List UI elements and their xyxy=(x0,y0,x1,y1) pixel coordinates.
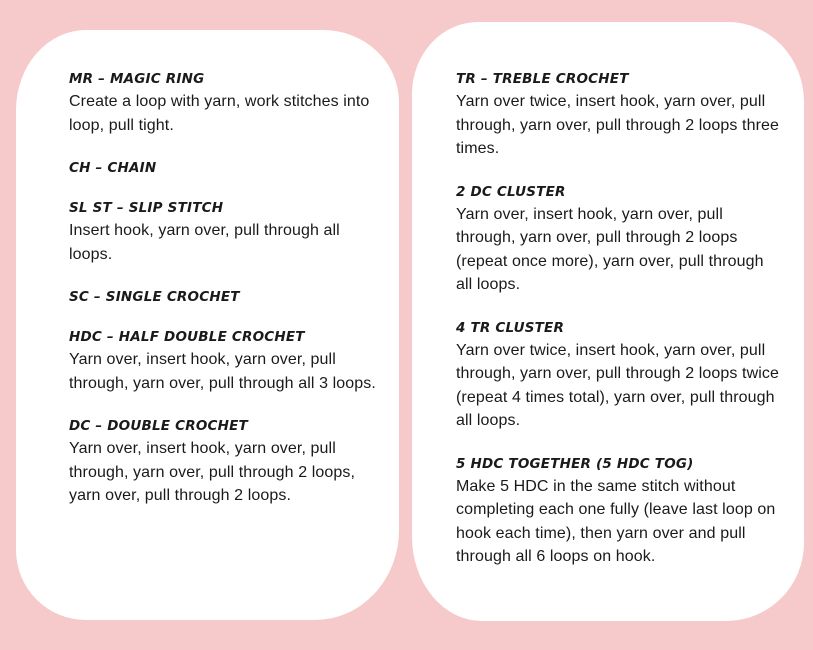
term-heading: 5 HDC TOGETHER (5 HDC TOG) xyxy=(456,455,694,472)
glossary-entry-tr xyxy=(456,70,784,161)
glossary-entry-4tr-cluster xyxy=(456,319,784,433)
term-description: Yarn over twice, insert hook, yarn over, pull through, yarn over, pull through 2 loops twice (repeat 4 times total), yarn over, pull through all loops. xyxy=(456,341,780,429)
glossary-entry-dc xyxy=(69,417,379,508)
glossary-entry-mr xyxy=(69,70,379,137)
glossary-entry-ch xyxy=(69,159,379,177)
glossary-entry-hdc xyxy=(69,328,379,395)
term-heading: DC – DOUBLE CROCHET xyxy=(69,418,248,434)
term-heading: 2 DC CLUSTER xyxy=(456,183,566,200)
term-heading: MR – MAGIC RING xyxy=(69,71,205,87)
term-description: Yarn over, insert hook, yarn over, pull through, yarn over, pull through 2 loops (repeat once more), yarn over, pull through all loops. xyxy=(456,205,764,293)
term-description: Yarn over, insert hook, yarn over, pull through, yarn over, pull through 2 loops, yarn over, pull through 2 loops. xyxy=(69,440,356,504)
term-description: Yarn over, insert hook, yarn over, pull through, yarn over, pull through all 3 loops. xyxy=(69,351,376,392)
glossary-entry-sc xyxy=(69,288,379,306)
right-card xyxy=(412,22,804,621)
term-heading: 4 TR CLUSTER xyxy=(456,319,565,336)
term-heading: TR – TREBLE CROCHET xyxy=(456,71,629,87)
term-heading: HDC – HALF DOUBLE CROCHET xyxy=(69,329,305,345)
term-description: Insert hook, yarn over, pull through all loops. xyxy=(69,222,340,263)
term-heading: SL ST – SLIP STITCH xyxy=(69,200,224,216)
term-heading: SC – SINGLE CROCHET xyxy=(69,289,240,305)
glossary-entry-5hdc-tog xyxy=(456,455,784,569)
term-heading: CH – CHAIN xyxy=(69,160,157,176)
glossary-entry-sl-st xyxy=(69,199,379,266)
left-card xyxy=(16,30,399,620)
term-description: Create a loop with yarn, work stitches into loop, pull tight. xyxy=(69,93,370,134)
glossary-entry-2dc-cluster xyxy=(456,183,784,297)
term-description: Make 5 HDC in the same stitch without completing each one fully (leave last loop on hook each time), then yarn over and pull through all 6 loops on hook. xyxy=(456,477,776,565)
term-description: Yarn over twice, insert hook, yarn over, pull through, yarn over, pull through 2 loops three times. xyxy=(456,93,780,157)
